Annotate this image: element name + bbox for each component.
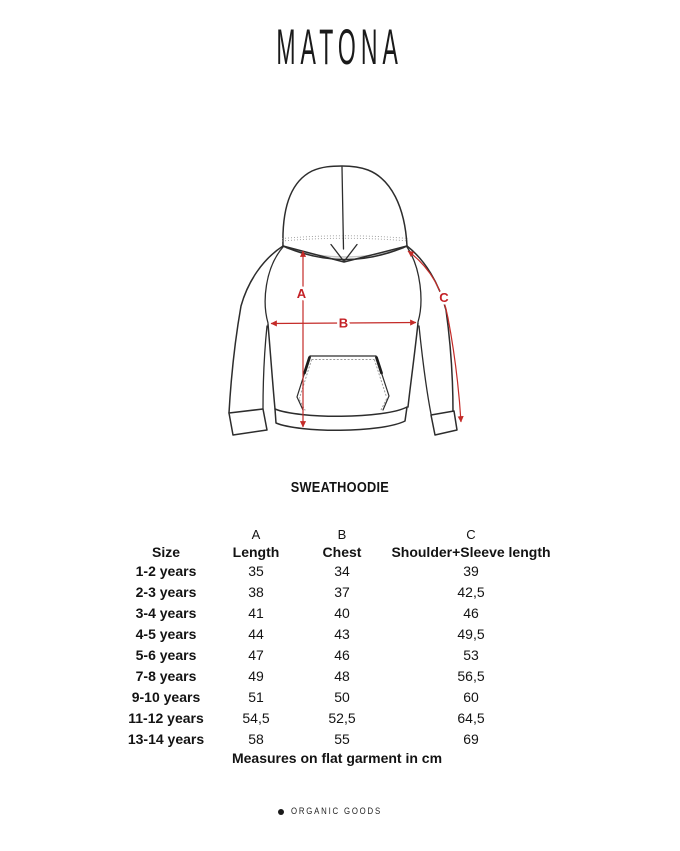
length-cell: 51 [248, 688, 264, 705]
brand-logo: MATONA [276, 19, 404, 75]
kangaroo-pocket [297, 356, 389, 410]
label-b: B [338, 315, 349, 331]
size-cell: 5-6 years [135, 646, 197, 663]
shoulder-sleeve-cell: 60 [463, 688, 479, 705]
size-cell: 11-12 years [128, 709, 204, 726]
shoulder-sleeve-cell: 49,5 [457, 625, 485, 642]
chest-cell: 55 [334, 730, 350, 747]
ribbing [229, 407, 457, 435]
chest-cell: 37 [334, 583, 350, 600]
letter-c: C [466, 526, 476, 542]
table-row [118, 560, 556, 581]
shoulder-sleeve-cell: 69 [463, 730, 479, 747]
table-footnote: Measures on flat garment in cm [231, 750, 443, 766]
table-row [118, 686, 556, 707]
left-body-side [268, 324, 275, 409]
chest-cell: 52,5 [328, 709, 356, 726]
hood-lining-curve [286, 248, 404, 257]
length-cell: 44 [248, 625, 264, 642]
length-cell: 49 [248, 667, 264, 684]
shoulder-sleeve-cell: 53 [463, 646, 479, 663]
chest-cell: 34 [334, 562, 350, 579]
header-shoulder-sleeve: Shoulder+Sleeve length [391, 543, 551, 560]
measurement-labels [297, 286, 450, 331]
length-cell: 47 [248, 646, 264, 663]
hoodie-measurement-diagram [195, 150, 487, 462]
table-row [118, 665, 556, 686]
hem-band [275, 407, 407, 430]
right-body-side [408, 323, 418, 407]
left-sleeve-outer [229, 246, 283, 413]
header-length: Length [232, 543, 280, 560]
label-c: C [439, 290, 449, 305]
length-cell: 58 [248, 730, 264, 747]
size-cell: 4-5 years [135, 625, 197, 642]
size-cell: 1-2 years [135, 562, 197, 579]
size-cell: 3-4 years [135, 604, 197, 621]
table-header-row [118, 543, 556, 560]
shoulder-sleeve-cell: 39 [463, 562, 479, 579]
letter-a: A [251, 526, 261, 542]
length-cell: 35 [248, 562, 264, 579]
product-title: SWEATHOODIE [290, 480, 390, 496]
hood-outline [283, 166, 407, 246]
header-chest: Chest [322, 543, 362, 560]
chest-cell: 43 [334, 625, 350, 642]
chest-cell: 48 [334, 667, 350, 684]
shoulder-sleeve-cell: 64,5 [457, 709, 485, 726]
table-row [118, 623, 556, 644]
shoulder-sleeve-cell: 56,5 [457, 667, 485, 684]
brand-header [0, 19, 680, 75]
length-cell: 41 [248, 604, 264, 621]
right-sleeve-outer [407, 246, 453, 412]
length-cell: 38 [248, 583, 264, 600]
table-row [118, 602, 556, 623]
chest-cell: 40 [334, 604, 350, 621]
page-footer [0, 806, 680, 817]
bullet-icon [278, 809, 284, 815]
size-cell: 2-3 years [135, 583, 197, 600]
header-size: Size [151, 543, 180, 560]
pocket-opening-right [377, 358, 382, 374]
right-sleeve-inner [419, 326, 431, 414]
left-cuff [229, 409, 267, 435]
left-sleeve-inner [263, 326, 267, 409]
size-cell: 7-8 years [135, 667, 197, 684]
table-row [118, 644, 556, 665]
pocket-opening-left [305, 358, 310, 374]
footer-label: ORGANIC GOODS [291, 806, 382, 817]
shoulder-sleeve-cell: 46 [463, 604, 479, 621]
table-row [118, 707, 556, 728]
right-raglan-seam [407, 247, 421, 322]
size-table [118, 525, 556, 768]
shoulder-sleeve-cell: 42,5 [457, 583, 485, 600]
size-cell: 13-14 years [127, 730, 205, 747]
right-cuff [431, 411, 457, 435]
table-letter-row [118, 525, 556, 543]
letter-b: B [337, 526, 347, 542]
hoodie-line-art [229, 166, 453, 414]
label-a: A [296, 286, 307, 301]
chest-cell: 50 [334, 688, 350, 705]
size-cell: 9-10 years [131, 688, 201, 705]
length-cell: 54,5 [242, 709, 270, 726]
chest-cell: 46 [334, 646, 350, 663]
hood-stitching [282, 236, 408, 241]
table-row [118, 581, 556, 602]
product-title-row [0, 479, 680, 497]
hood-center-seam [342, 167, 344, 249]
table-row [118, 728, 556, 749]
